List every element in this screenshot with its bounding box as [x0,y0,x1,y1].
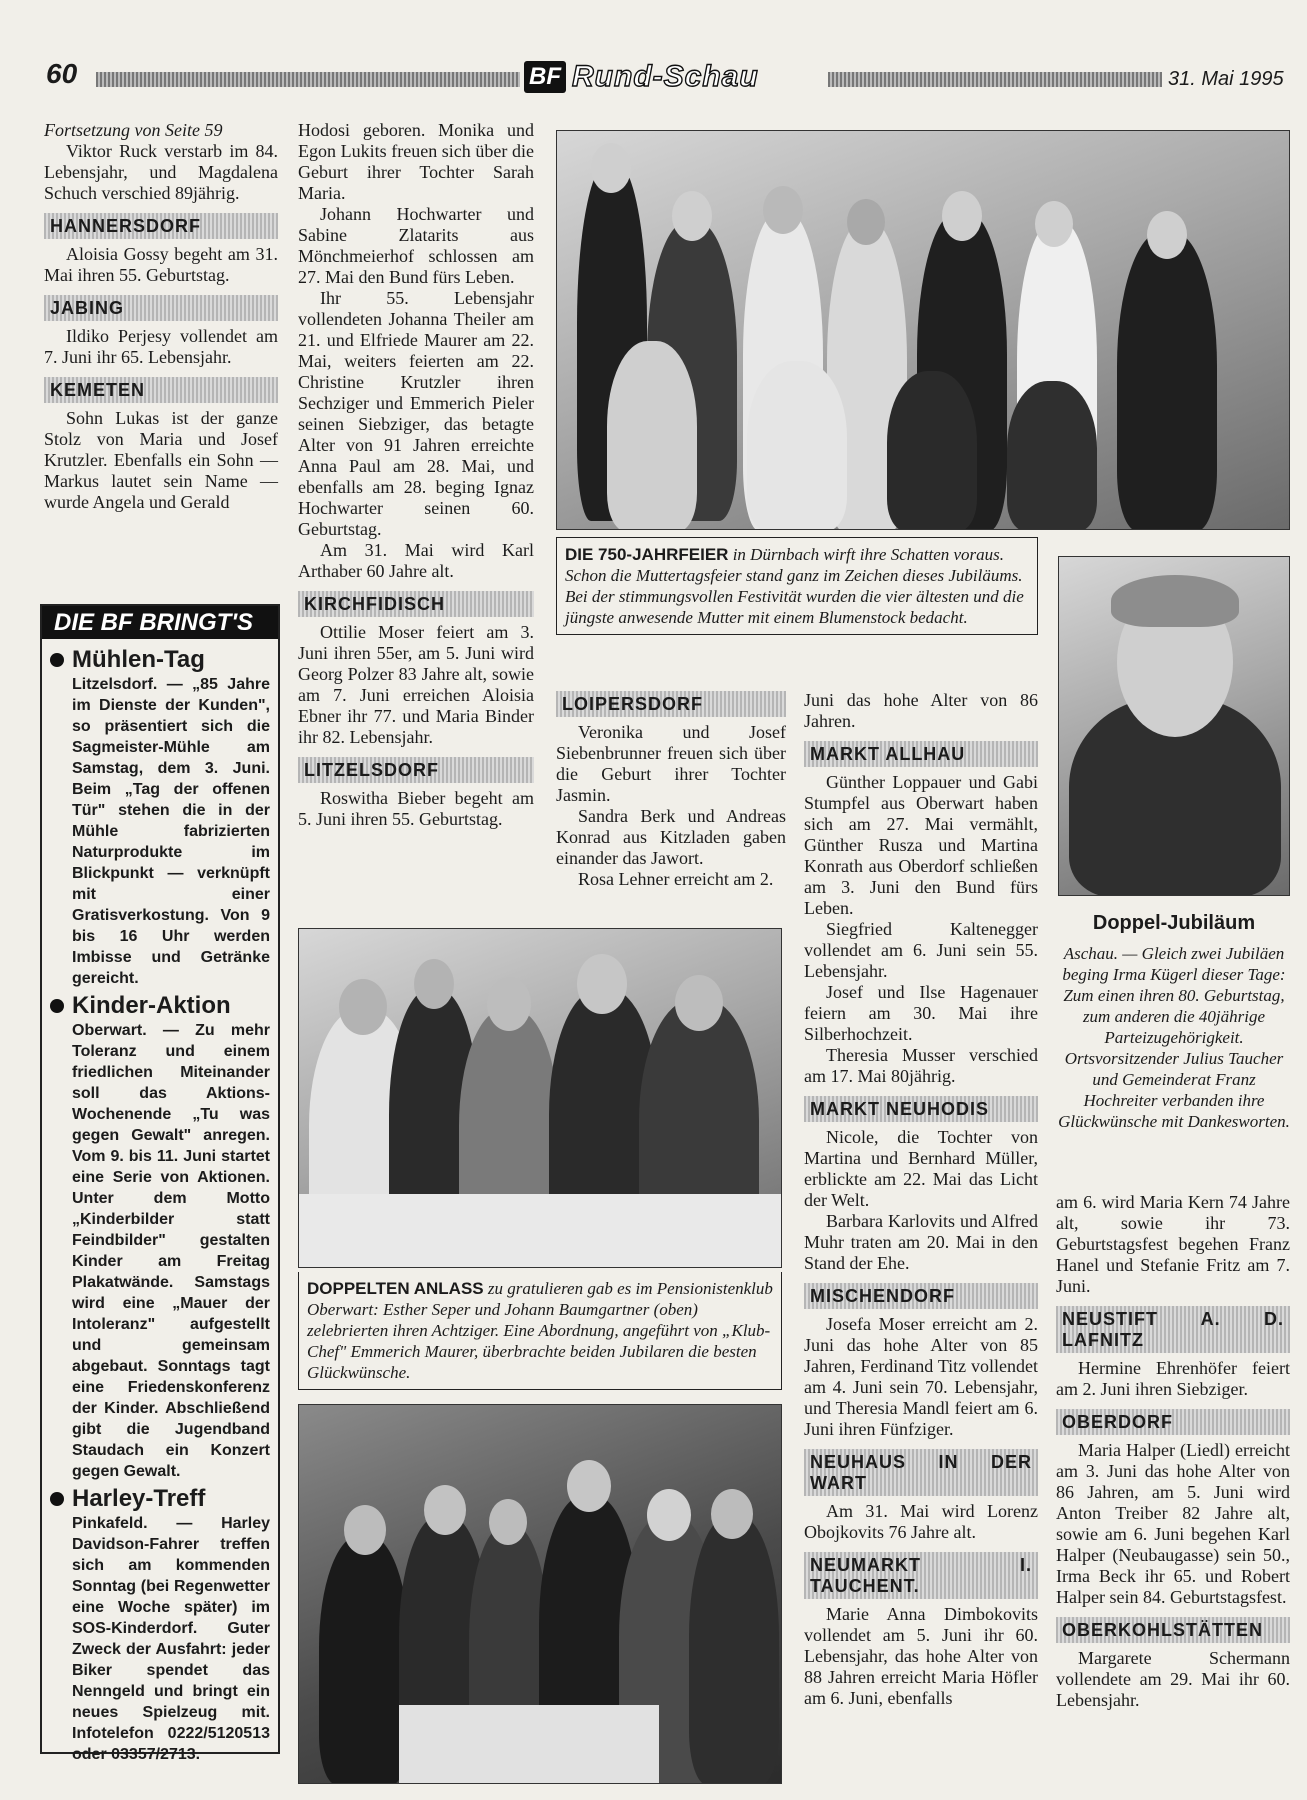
article-text: Hermine Ehrenhöfer feiert am 2. Juni ihren Siebziger. [1056,1358,1290,1399]
continued-note: Fortsetzung von Seite 59 [44,120,223,140]
page-number: 60 [46,58,78,89]
box-item-text: Oberwart. — Zu mehr Toleranz und einem friedlichen Miteinander soll das Aktions-Wochenende „Tu was gegen Gewalt" anregen. Vom 9. bis 11. Juni startet eine Serie von Aktionen. Unter dem Motto „Kinderbilder statt Feindbilder" gestalten Kinder am Freitag Plakatwände. Samstags wird eine „Mauer der Intoleranz" aufgestellt und gemeinsam abgebaut. Sonntags tagt eine Friedenskonferenz der Kinder. Abschließend gibt die Jugendband Staudach ein Konzert gegen Gewalt. [72,1022,270,1480]
masthead-logo [524,60,759,94]
box-title: DIE BF BRINGT'S [42,606,278,639]
article-text: Veronika und Josef Siebenbrunner freuen sich über die Geburt ihrer Tochter Jasmin. [556,722,786,805]
column-4 [804,690,1038,1709]
photo-portrait-irma-kuegerl [1058,556,1290,896]
header-rule-left [96,72,520,87]
bullet-icon [50,1492,64,1506]
box-item [50,646,270,989]
hair [1111,575,1239,627]
article-text: Johann Hochwarter und Sabine Zlatarits aus Mönchmeierhof schlossen am 27. Mai den Bund fürs Leben. [298,204,534,287]
article-text: Josef und Ilse Hagenauer feiern am 30. Mai ihre Silberhochzeit. [804,982,1038,1044]
bullet-icon [50,653,64,667]
section-heading: NEUMARKT I. TAUCHENT. [804,1552,1038,1599]
section-heading: MARKT NEUHODIS [804,1096,1038,1122]
section-heading: LITZELSDORF [298,757,534,783]
article-text: Sandra Berk und Andreas Konrad aus Kitzladen gaben einander das Jawort. [556,806,786,868]
caption-text: in Dürnbach wirft ihre Schatten voraus. Schon die Muttertagsfeier stand ganz im Zeichen dieses Jubiläums. Bei der stimmungsvollen Festivität wurden die vier ältesten und die jüngste anwesende Mutter mit einem Blumenstock bedacht. [565,545,1024,627]
article-text: Günther Loppauer und Gabi Stumpfel aus Oberwart haben sich am 27. Mai vermählt, Günther Rusza und Martina Konrath aus Oberdorf schließen am 3. Juni den Bund fürs Leben. [804,772,1038,918]
masthead-title: Rund-Schau [572,60,759,93]
box-item-text: Litzelsdorf. — „85 Jahre im Dienste der Kunden", so präsentiert sich die Sagmeister-Mühle am Samstag, dem 3. Juni. Beim „Tag der offenen Tür" stehen die in der Mühle fabrizierten Naturprodukte im Blickpunkt — verknüpft mit einer Gratisverkostung. Von 9 bis 16 Uhr werden Imbisse und Getränke gereicht. [72,676,270,987]
article-text: Ildiko Perjesy vollendet am 7. Juni ihr 65. Lebensjahr. [44,326,278,367]
table [299,1194,782,1268]
box-item-title: Kinder-Aktion [72,992,231,1019]
article-text: Barbara Karlovits und Alfred Muhr traten am 20. Mai in den Stand der Ehe. [804,1211,1038,1273]
section-heading: LOIPERSDORF [556,691,786,717]
article-text: Theresia Musser verschied am 17. Mai 80jährig. [804,1045,1038,1086]
article-text: Ihr 55. Lebensjahr vollendeten Johanna Theiler am 21. und Elfriede Maurer am 22. Mai, weiters feierten am 22. Christine Krutzler ihren Sechziger und Emmerich Pieler seinen Siebziger, das betagte Alter von 91 Jahren erreichte Anna Paul am 28. Mai, und ebenfalls am 28. beging Ignaz Hochwarter seinen 60. Geburtstag. [298,288,534,539]
section-heading: KIRCHFIDISCH [298,591,534,617]
article-text: Aloisia Gossy begeht am 31. Mai ihren 55. Geburtstag. [44,244,278,285]
box-item [50,992,270,1482]
caption-text: Aschau. — Gleich zwei Jubiläen beging Irma Kügerl dieser Tage: Zum einen ihren 80. Geburtstag, zum anderen die 40jährige Parteizugehörigkeit. Ortsvorsitzender Julius Taucher und Gemeinderat Franz Hochreiter verbanden ihre Glückwünsche mit Dankesworten. [1058,944,1290,1131]
caption-lead: DOPPELTEN ANLASS [307,1279,484,1298]
photo-group-celebration [298,1404,782,1784]
article-text: Am 31. Mai wird Lorenz Obojkovits 76 Jahre alt. [804,1501,1038,1542]
article-text: Hodosi geboren. Monika und Egon Lukits freuen sich über die Geburt ihrer Tochter Sarah Maria. [298,120,534,203]
article-text: Rosa Lehner erreicht am 2. [578,869,774,889]
section-heading: JABING [44,295,278,321]
section-heading: MISCHENDORF [804,1283,1038,1309]
box-item [50,1485,270,1765]
section-heading: OBERKOHLSTÄTTEN [1056,1617,1290,1643]
section-heading: HANNERSDORF [44,213,278,239]
photo-pensionistenklub [298,928,782,1268]
issue-date: 31. Mai 1995 [1168,68,1284,90]
box-item-text: Pinkafeld. — Harley Davidson-Fahrer treffen sich am kommenden Sonntag (bei Regenwetter eine Woche später) im SOS-Kinderdorf. Guter Zweck der Ausfahrt: jeder Biker spendet das Nenngeld und bringt ein neues Spielzeug mit. Infotelefon 0222/5120513 oder 03357/2713. [72,1515,270,1763]
article-text: Juni das hohe Alter von 86 Jahren. [804,690,1038,731]
article-text: Siegfried Kaltenegger vollendet am 6. Juni sein 55. Lebensjahr. [804,919,1038,981]
box-item-title: Mühlen-Tag [72,646,205,673]
column-1 [44,120,278,513]
article-text: Nicole, die Tochter von Martina und Bernhard Müller, erblickte am 22. Mai das Licht der Welt. [804,1127,1038,1210]
article-text: Maria Halper (Liedl) erreicht am 3. Juni das hohe Alter von 86 Jahren, am 5. Juni wird Anton Treiber 82 Jahre alt, sowie am 6. Juni begehen Karl Halper (Neubaugasse) sein 50., Irma Beck ihr 65. und Robert Halper sein 84. Geburtstagsfest. [1056,1440,1290,1607]
article-text: Am 31. Mai wird Karl Arthaber 60 Jahre alt. [298,540,534,581]
bf-bringts-box [40,604,280,1763]
article-text: Sohn Lukas ist der ganze Stolz von Maria und Josef Krutzler. Ebenfalls ein Sohn — Markus lautet sein Name — wurde Angela und Gerald [44,408,278,512]
article-text: Marie Anna Dimbokovits vollendet am 5. Juni ihr 60. Lebensjahr, das hohe Alter von 88 Jahren erreicht Maria Höfler am 6. Juni, ebenfalls [804,1604,1038,1708]
article-text: Josefa Moser erreicht am 2. Juni das hohe Alter von 85 Jahren, Ferdinand Titz vollendet am 4. Juni sein 70. Lebensjahr, und Theresia Mandl feiert am 6. Juni ihren Fünfziger. [804,1314,1038,1439]
section-heading: MARKT ALLHAU [804,741,1038,767]
portrait-caption [1058,906,1290,1132]
column-5 [1056,1192,1290,1711]
bf-logo: BF [524,61,566,93]
photo-caption [556,537,1038,635]
column-2 [298,120,534,830]
article-text: am 6. wird Maria Kern 74 Jahre alt, sowie ihr 73. Geburtstagsfest begehen Franz Hanel und Stefanie Fritz am 7. Juni. [1056,1192,1290,1296]
article-text: Ottilie Moser feiert am 3. Juni ihren 55er, am 5. Juni wird Georg Polzer 83 Jahre alt, sowie am 7. Juni erreichen Aloisia Ebner ihr 77. und Maria Binder ihr 82. Lebensjahr. [298,622,534,747]
table [399,1705,659,1784]
section-heading: NEUHAUS IN DER WART [804,1449,1038,1496]
article-text: Margarete Schermann vollendete am 29. Mai ihr 60. Lebensjahr. [1056,1648,1290,1710]
photo-caption [298,1272,782,1390]
header-rule-right [828,72,1162,87]
section-heading: OBERDORF [1056,1409,1290,1435]
section-heading: KEMETEN [44,377,278,403]
caption-text: zu gratulieren gab es im Pensionistenklub Oberwart: Esther Seper und Johann Baumgartner (oben) zelebrierten ihren Achtziger. Eine Abordnung, angeführt von „Klub-Chef" Emmerich Maurer, überbrachte beiden Jubilaren die besten Glückwünsche. [307,1279,773,1382]
box-item-title: Harley-Treff [72,1485,206,1512]
article-text: Viktor Ruck verstarb im 84. Lebensjahr, und Magdalena Schuch verschied 89jährig. [44,141,278,203]
section-heading: NEUSTIFT A. D. LAFNITZ [1056,1306,1290,1353]
photo-750-jahrfeier [556,130,1290,530]
column-3 [556,682,786,890]
bullet-icon [50,999,64,1013]
caption-title: Doppel-Jubiläum [1092,912,1256,934]
caption-lead: DIE 750-JAHRFEIER [565,545,729,564]
article-text: Roswitha Bieber begeht am 5. Juni ihren 55. Geburtstag. [298,788,534,829]
